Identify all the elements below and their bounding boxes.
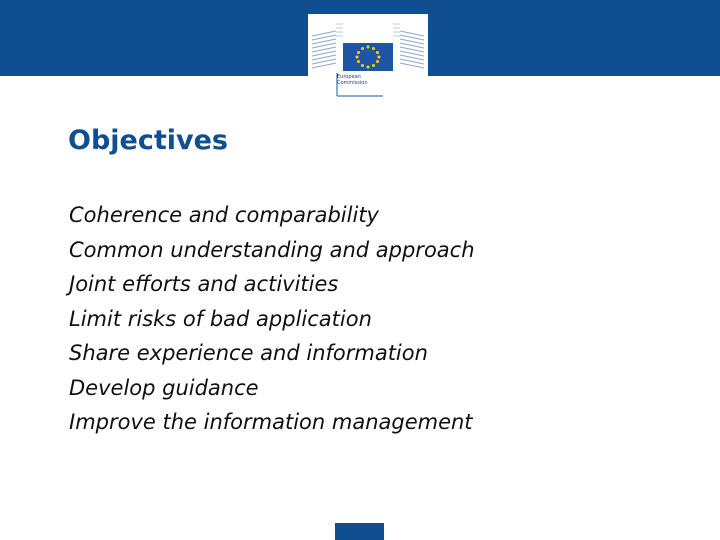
objective-item: Limit risks of bad application <box>69 306 372 331</box>
logo-text-line-1: European <box>337 74 361 80</box>
objectives-list <box>69 198 475 440</box>
objective-item: Common understanding and approach <box>69 237 475 262</box>
objective-item: Develop guidance <box>69 375 259 400</box>
objective-item: Joint efforts and activities <box>69 272 339 296</box>
logo-wordmark <box>337 74 397 86</box>
objective-item: Share experience and information <box>69 341 428 365</box>
bottom-tab <box>335 523 384 540</box>
logo-text-line-2: Commission <box>337 80 368 86</box>
objective-item: Coherence and comparability <box>69 203 379 227</box>
european-commission-logo-icon <box>308 14 428 102</box>
logo-block <box>308 14 428 102</box>
slide-title: Objectives <box>68 125 228 156</box>
objective-item: Improve the information management <box>69 410 473 434</box>
